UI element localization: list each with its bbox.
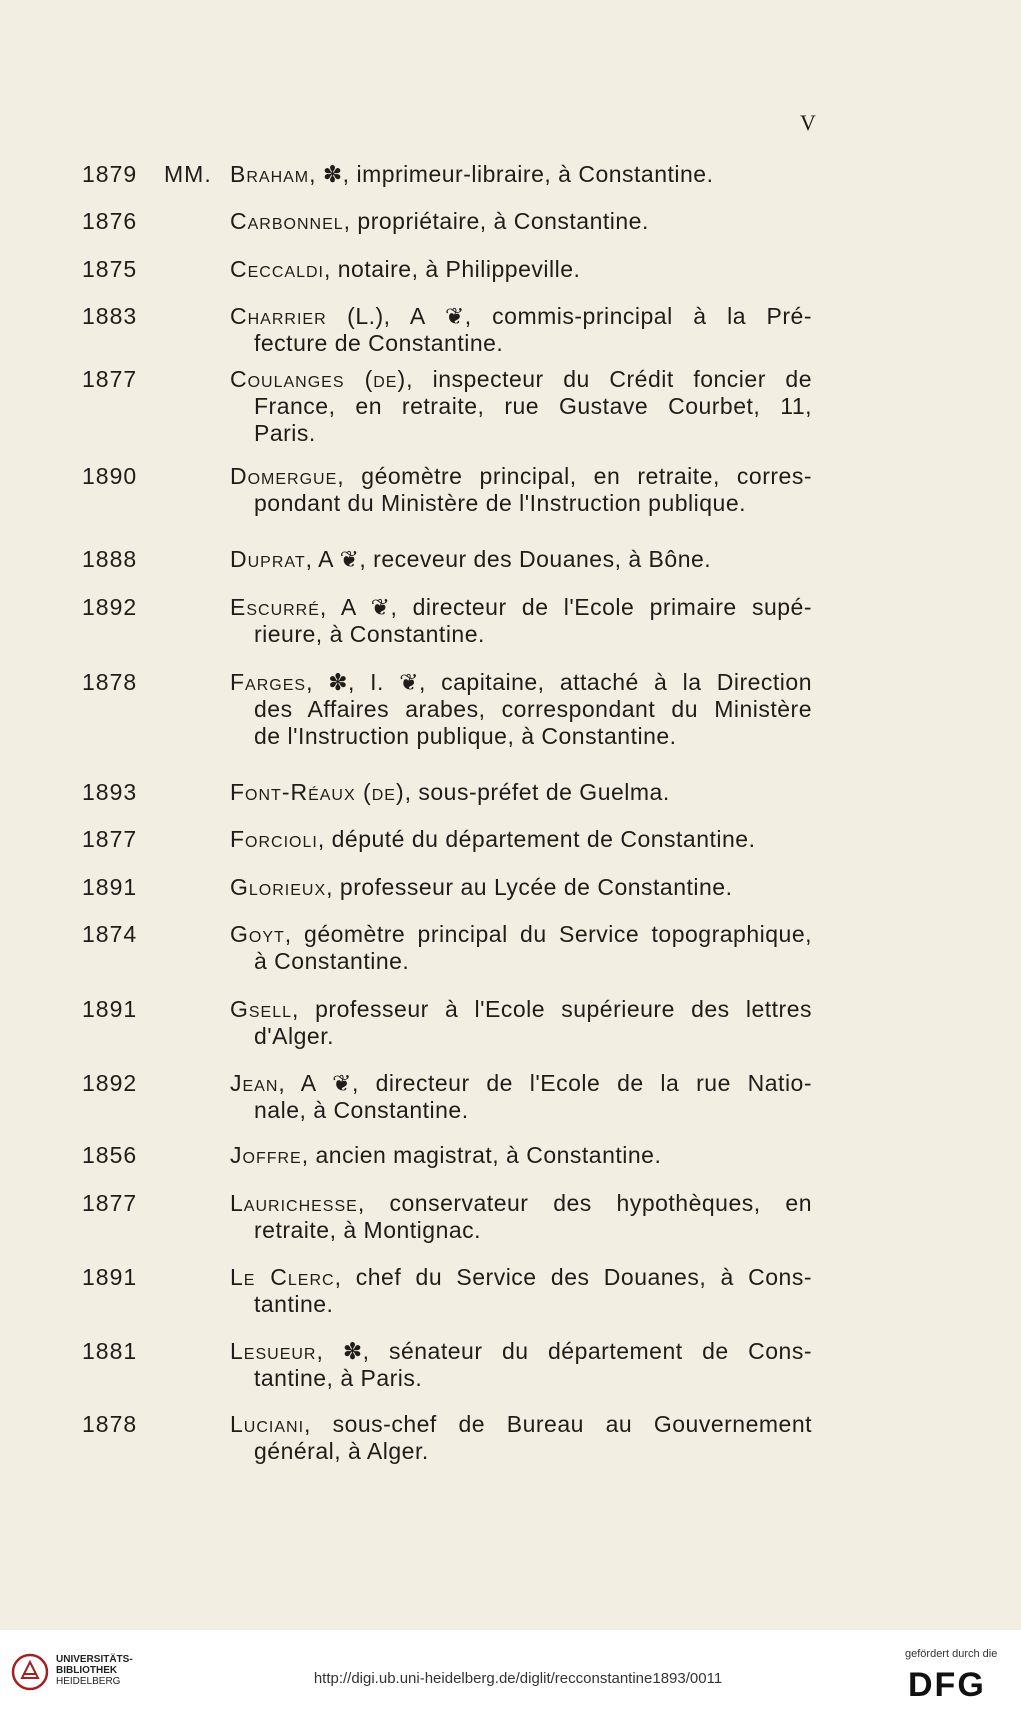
member-description: [230, 208, 812, 235]
member-year: 1891: [82, 996, 138, 1022]
member-name: Domergue: [230, 463, 338, 489]
text-line: des Affaires arabes, correspondant du Ministère: [254, 696, 812, 722]
text-line: nale, à Constantine.: [254, 1097, 469, 1123]
member-year: 1890: [82, 463, 138, 489]
member-name: Coulanges (de): [230, 366, 407, 392]
text-line: Laurichesse, conservateur des hypothèques, en: [230, 1190, 812, 1216]
text-line: Paris.: [254, 420, 316, 446]
member-name: Laurichesse: [230, 1190, 358, 1216]
member-name: Charrier: [230, 303, 327, 329]
member-name: Farges: [230, 669, 307, 695]
text-line: retraite, à Montignac.: [254, 1217, 482, 1243]
text-line: Braham, ✽, imprimeur-libraire, à Constantine.: [230, 161, 714, 187]
text-line: pondant du Ministère de l'Instruction publique.: [254, 490, 747, 516]
member-description: [230, 463, 812, 517]
member-name: Forcioli: [230, 826, 318, 852]
member-name: Joffre: [230, 1142, 302, 1168]
member-name: Ceccaldi: [230, 256, 324, 282]
text-line: Jean, A ❦, directeur de l'Ecole de la rue Natio-: [230, 1070, 812, 1096]
funded-by-label: gefördert durch die: [905, 1648, 998, 1660]
member-year: 1875: [82, 256, 138, 282]
member-name: Escurré: [230, 594, 320, 620]
member-year: 1878: [82, 669, 138, 695]
member-year: 1891: [82, 874, 138, 900]
member-description: [230, 366, 812, 447]
member-description: [230, 1190, 812, 1244]
text-line: Domergue, géomètre principal, en retraite, corres-: [230, 463, 812, 489]
member-year: 1879: [82, 161, 138, 187]
member-description: [230, 1411, 812, 1465]
member-name: Braham: [230, 161, 310, 187]
member-year: 1881: [82, 1338, 138, 1364]
text-line: Farges, ✽, I. ❦, capitaine, attaché à la Direction: [230, 669, 812, 695]
member-description: [230, 669, 812, 750]
text-line: Carbonnel, propriétaire, à Constantine.: [230, 208, 649, 234]
library-name: UNIVERSITÄTS- BIBLIOTHEK HEIDELBERG: [56, 1654, 133, 1687]
text-line: tantine.: [254, 1291, 334, 1317]
member-description: [230, 1070, 812, 1124]
member-year: 1878: [82, 1411, 138, 1437]
member-year: 1888: [82, 546, 138, 572]
text-line: Goyt, géomètre principal du Service topographique,: [230, 921, 812, 947]
text-line: Luciani, sous-chef de Bureau au Gouvernement: [230, 1411, 812, 1437]
member-year: 1877: [82, 826, 138, 852]
text-line: de l'Instruction publique, à Constantine.: [254, 723, 677, 749]
dfg-logo: DFG: [908, 1666, 986, 1704]
member-description: [230, 826, 812, 853]
text-line: général, à Alger.: [254, 1438, 429, 1464]
member-name: Carbonnel: [230, 208, 344, 234]
text-line: à Constantine.: [254, 948, 410, 974]
member-description: [230, 256, 812, 283]
member-description: [230, 594, 812, 648]
member-name: Duprat: [230, 546, 306, 572]
member-description: [230, 161, 812, 188]
member-year: 1877: [82, 366, 138, 392]
member-description: [230, 921, 812, 975]
member-name: Jean: [230, 1070, 279, 1096]
member-description: [230, 779, 812, 806]
text-line: Lesueur, ✽, sénateur du département de Cons-: [230, 1338, 812, 1364]
text-line: France, en retraite, rue Gustave Courbet, 11,: [254, 393, 812, 419]
text-line: Gsell, professeur à l'Ecole supérieure des lettres: [230, 996, 812, 1022]
text-line: Coulanges (de), inspecteur du Crédit foncier de: [230, 366, 812, 392]
member-year: 1892: [82, 1070, 138, 1096]
member-description: [230, 546, 812, 573]
library-seal-icon: [10, 1652, 50, 1692]
text-line: Le Clerc, chef du Service des Douanes, à Cons-: [230, 1264, 812, 1290]
text-line: tantine, à Paris.: [254, 1365, 423, 1391]
text-line: fecture de Constantine.: [254, 330, 504, 356]
text-line: Duprat, A ❦, receveur des Douanes, à Bône.: [230, 546, 712, 572]
member-description: [230, 1338, 812, 1392]
member-year: 1874: [82, 921, 138, 947]
text-line: Font-Réaux (de), sous-préfet de Guelma.: [230, 779, 670, 805]
member-description: [230, 1142, 812, 1169]
text-line: rieure, à Constantine.: [254, 621, 485, 647]
honorific-prefix: MM.: [164, 161, 212, 187]
member-description: [230, 303, 812, 357]
member-year: 1892: [82, 594, 138, 620]
member-name: Font-Réaux (de): [230, 779, 405, 805]
member-description: [230, 996, 812, 1050]
member-year: 1891: [82, 1264, 138, 1290]
member-name: Glorieux: [230, 874, 327, 900]
member-name: Le Clerc: [230, 1264, 335, 1290]
text-line: Forcioli, député du département de Constantine.: [230, 826, 756, 852]
member-name: Gsell: [230, 996, 293, 1022]
text-line: d'Alger.: [254, 1023, 334, 1049]
member-description: [230, 1264, 812, 1318]
text-line: Joffre, ancien magistrat, à Constantine.: [230, 1142, 662, 1168]
member-year: 1893: [82, 779, 138, 805]
source-url-link[interactable]: http://digi.ub.uni-heidelberg.de/diglit/recconstantine1893/0011: [313, 1670, 723, 1687]
member-year: 1856: [82, 1142, 138, 1168]
member-name: Luciani: [230, 1411, 305, 1437]
text-line: Charrier (L.), A ❦, commis-principal à la Pré-: [230, 303, 812, 329]
member-name: Goyt: [230, 921, 285, 947]
page-number: V: [800, 110, 817, 135]
member-year: 1883: [82, 303, 138, 329]
member-description: [230, 874, 812, 901]
member-year: 1876: [82, 208, 138, 234]
member-name: Lesueur: [230, 1338, 317, 1364]
digitization-footer: [0, 1630, 1021, 1712]
text-line: Ceccaldi, notaire, à Philippeville.: [230, 256, 581, 282]
text-line: Glorieux, professeur au Lycée de Constantine.: [230, 874, 733, 900]
text-line: Escurré, A ❦, directeur de l'Ecole primaire supé-: [230, 594, 812, 620]
member-year: 1877: [82, 1190, 138, 1216]
